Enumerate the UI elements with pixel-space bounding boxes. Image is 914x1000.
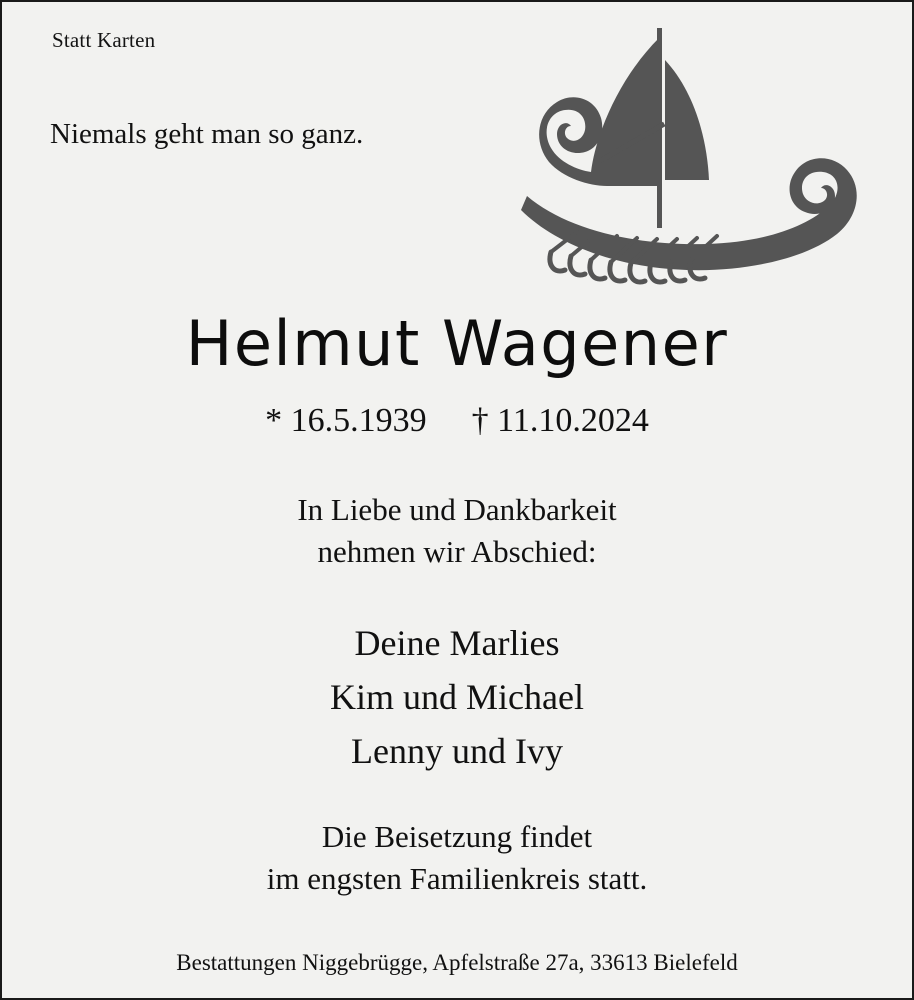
intro-line-1: In Liebe und Dankbarkeit <box>297 492 617 527</box>
family-names <box>2 616 912 778</box>
funeral-info <box>2 816 912 900</box>
family-line-1: Deine Marlies <box>354 623 560 663</box>
sailing-ship-icon <box>507 20 877 290</box>
intro-text <box>2 489 912 573</box>
life-dates <box>2 402 912 440</box>
death-date: † 11.10.2024 <box>471 402 649 439</box>
intro-line-2: nehmen wir Abschied: <box>317 533 597 569</box>
family-line-3: Lenny und Ivy <box>351 731 563 771</box>
closing-line-1: Die Beisetzung findet <box>321 819 593 854</box>
statt-karten-note: Statt Karten <box>52 28 156 52</box>
family-line-2: Kim und Michael <box>330 677 584 717</box>
motto-text: Niemals geht man so ganz. <box>50 118 364 150</box>
birth-date: * 16.5.1939 <box>265 402 427 439</box>
deceased-name: Helmut Wagener <box>185 307 729 380</box>
funeral-home-footer: Bestattungen Niggebrügge, Apfelstraße 27a, 33613 Bielefeld <box>176 950 738 975</box>
closing-line-2: im engsten Familienkreis statt. <box>266 860 648 896</box>
